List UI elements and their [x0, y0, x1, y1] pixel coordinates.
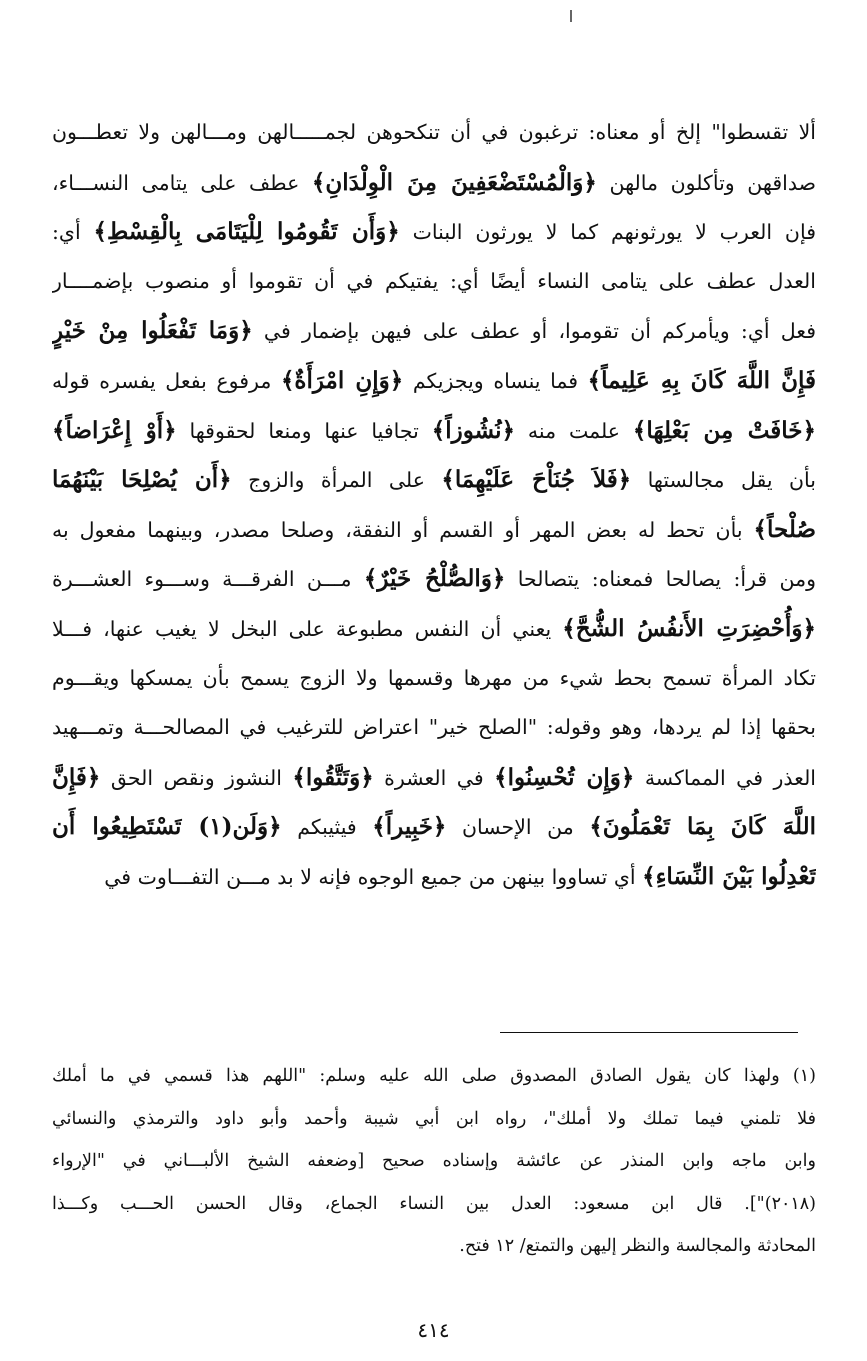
- commentary-text: عطف على يتامى النســـاء،: [52, 170, 312, 195]
- commentary-text: علمت منه: [515, 418, 633, 443]
- footnote-line: فلا تلمني فيما تملك ولا أملك"، رواه ابن أبي شيبة وأحمد وأبو داود والترمذي والنسائي: [52, 1108, 816, 1129]
- commentary-text: بأن يقل مجالستها: [631, 468, 816, 493]
- commentary-text: أي:: [52, 220, 94, 245]
- footnote-line: (٢٠١٨)"]. قال ابن مسعود: العدل بين النساء الجماع، وقال الحسن الحـــب وكـــذا: [52, 1193, 816, 1214]
- quran-verse: فَإِنَّ اللَّهَ كَانَ بِهِ عَلِيماً﴾: [587, 366, 816, 394]
- quran-verse: ﴿وَلَن(١) تَسْتَطِيعُوا أَن: [52, 813, 282, 841]
- quran-verse: ﴿خَبِيراً﴾: [372, 813, 447, 841]
- text-line: [52, 654, 816, 704]
- text-line: [52, 356, 816, 406]
- commentary-text: فعل أي: ويأمركم أن تقوموا، أو عطف على فيهن بإضمار في: [252, 319, 816, 344]
- text-line: [52, 802, 816, 852]
- footnotes-block: [52, 1055, 816, 1268]
- commentary-text: تكاد المرأة تسمح بحط شيء من مهرها وقسمها ولا الزوج يسمح بأن يمسكها ويقـــوم: [52, 665, 816, 690]
- text-line: [52, 406, 816, 456]
- quran-verse: ﴿وَإِنِ امْرَأَةٌ﴾: [280, 366, 404, 394]
- text-line: [52, 604, 816, 654]
- commentary-text: النشوز ونقص الحق: [100, 765, 293, 790]
- text-line: [52, 257, 816, 307]
- footnote-line: وابن ماجه وابن المنذر عن عائشة وإسناده صحيح [وضعفه الشيخ الألبـــاني في "الإرواء: [52, 1151, 816, 1171]
- text-line: [52, 554, 816, 604]
- quran-verse: ﴿فَلاَ جُنَاْحَ عَلَيْهِمَا﴾: [441, 466, 632, 494]
- commentary-text: ألا تقسطوا" إلخ أو معناه: ترغبون في أن تنكحوهن لجمـــــالهن ومـــالهن ولا تعطـــون: [52, 120, 816, 144]
- quran-verse: ﴿نُشُوزاً﴾: [431, 416, 516, 444]
- commentary-text: أي تساووا بينهن من جميع الوجوه فإنه لا بد مـــن التفـــاوت في: [104, 864, 643, 889]
- commentary-text: ومن قرأ: يصالحا فمعناه: يتصالحا: [505, 567, 816, 592]
- quran-verse: تَعْدِلُوا بَيْنَ النِّسَاءِ﴾: [642, 862, 816, 890]
- quran-verse: ﴿وَإِن تُحْسِنُوا﴾: [494, 763, 635, 791]
- text-line: [52, 505, 816, 555]
- commentary-text: العدل عطف على يتامى النساء أيضًا أي: يفتيكم في أن تقوموا أو منصوب بإضمــــار: [52, 268, 816, 293]
- commentary-text: مرفوع بفعل يفسره قوله: [52, 368, 281, 393]
- commentary-text: فإن العرب لا يورثونهم كما لا يورثون البنات: [399, 220, 816, 245]
- commentary-text: يعني أن النفس مطبوعة على البخل لا يغيب عنها، فـــلا: [52, 616, 563, 641]
- commentary-text: على المرأة والزوج: [231, 468, 442, 493]
- footnote-line: (١) ولهذا كان يقول الصادق المصدوق صلى الله عليه وسلم: "اللهم هذا قسمي في ما أملك: [52, 1066, 816, 1086]
- quran-verse: ﴿أَوْ إِعْرَاضاً﴾: [52, 416, 177, 444]
- commentary-text: تجافيا عنها ومنعا لحقوقها: [176, 418, 432, 443]
- quran-verse: ﴿وَتَتَّقُوا﴾: [292, 763, 374, 791]
- text-line: [52, 703, 816, 753]
- text-line: [52, 108, 816, 158]
- quran-verse: ﴿وَأَن تَقُومُوا لِلْيَتَامَى بِالْقِسْطِ﴾: [93, 218, 400, 246]
- quran-verse: اللَّهَ كَانَ بِمَا تَعْمَلُونَ﴾: [589, 813, 816, 841]
- quran-verse: ﴿أَن يُصْلِحَا بَيْنَهُمَا: [52, 466, 232, 494]
- commentary-text: من الإحسان: [446, 815, 590, 840]
- text-line: [52, 852, 816, 902]
- text-line: [52, 306, 816, 356]
- main-text-block: [52, 108, 816, 902]
- scan-mark: [570, 10, 572, 22]
- quran-verse: ﴿خَافَتْ مِن بَعْلِهَا﴾: [632, 416, 816, 444]
- footnote-line: المحادثة والمجالسة والنظر إليهن والتمتع/ ١٢ فتح.: [459, 1236, 816, 1256]
- commentary-text: العذر في المماكسة: [634, 765, 816, 790]
- commentary-text: صداقهن وتأكلون مالهن: [596, 170, 816, 195]
- quran-verse: ﴿وَمَا تَفْعَلُوا مِنْ خَيْرٍ: [52, 317, 253, 345]
- page-number: ٤١٤: [417, 1318, 450, 1342]
- quran-verse: ﴿وَالْمُسْتَضْعَفِينَ مِنَ الْوِلْدَانِ﴾: [311, 168, 597, 196]
- footnote-divider: [500, 1032, 798, 1033]
- commentary-text: فما ينساه ويجزيكم: [403, 368, 588, 393]
- commentary-text: مـــن الفرقـــة وســـوء العشـــرة: [52, 567, 364, 592]
- commentary-text: فيثيبكم: [281, 815, 373, 840]
- quran-verse: ﴿وَالصُّلْحُ خَيْرٌ﴾: [363, 565, 506, 593]
- quran-verse: صُلْحاً﴾: [753, 515, 816, 543]
- text-line: [52, 455, 816, 505]
- text-line: [52, 158, 816, 208]
- commentary-text: في العشرة: [373, 765, 495, 790]
- commentary-text: بحقها إذا لم يردها، وهو وقوله: "الصلح خير" اعتراض للترغيب في المصالحـــة وتمـــهيد: [52, 715, 816, 740]
- text-line: [52, 753, 816, 803]
- quran-verse: ﴿وَأُحْضِرَتِ الأَنفُسُ الشُّحَّ﴾: [562, 614, 816, 642]
- commentary-text: بأن تحط له بعض المهر أو القسم أو النفقة، وصلحا مصدر، وبينهما مفعول به: [52, 517, 754, 542]
- quran-verse: ﴿فَإِنَّ: [52, 763, 101, 791]
- text-line: [52, 207, 816, 257]
